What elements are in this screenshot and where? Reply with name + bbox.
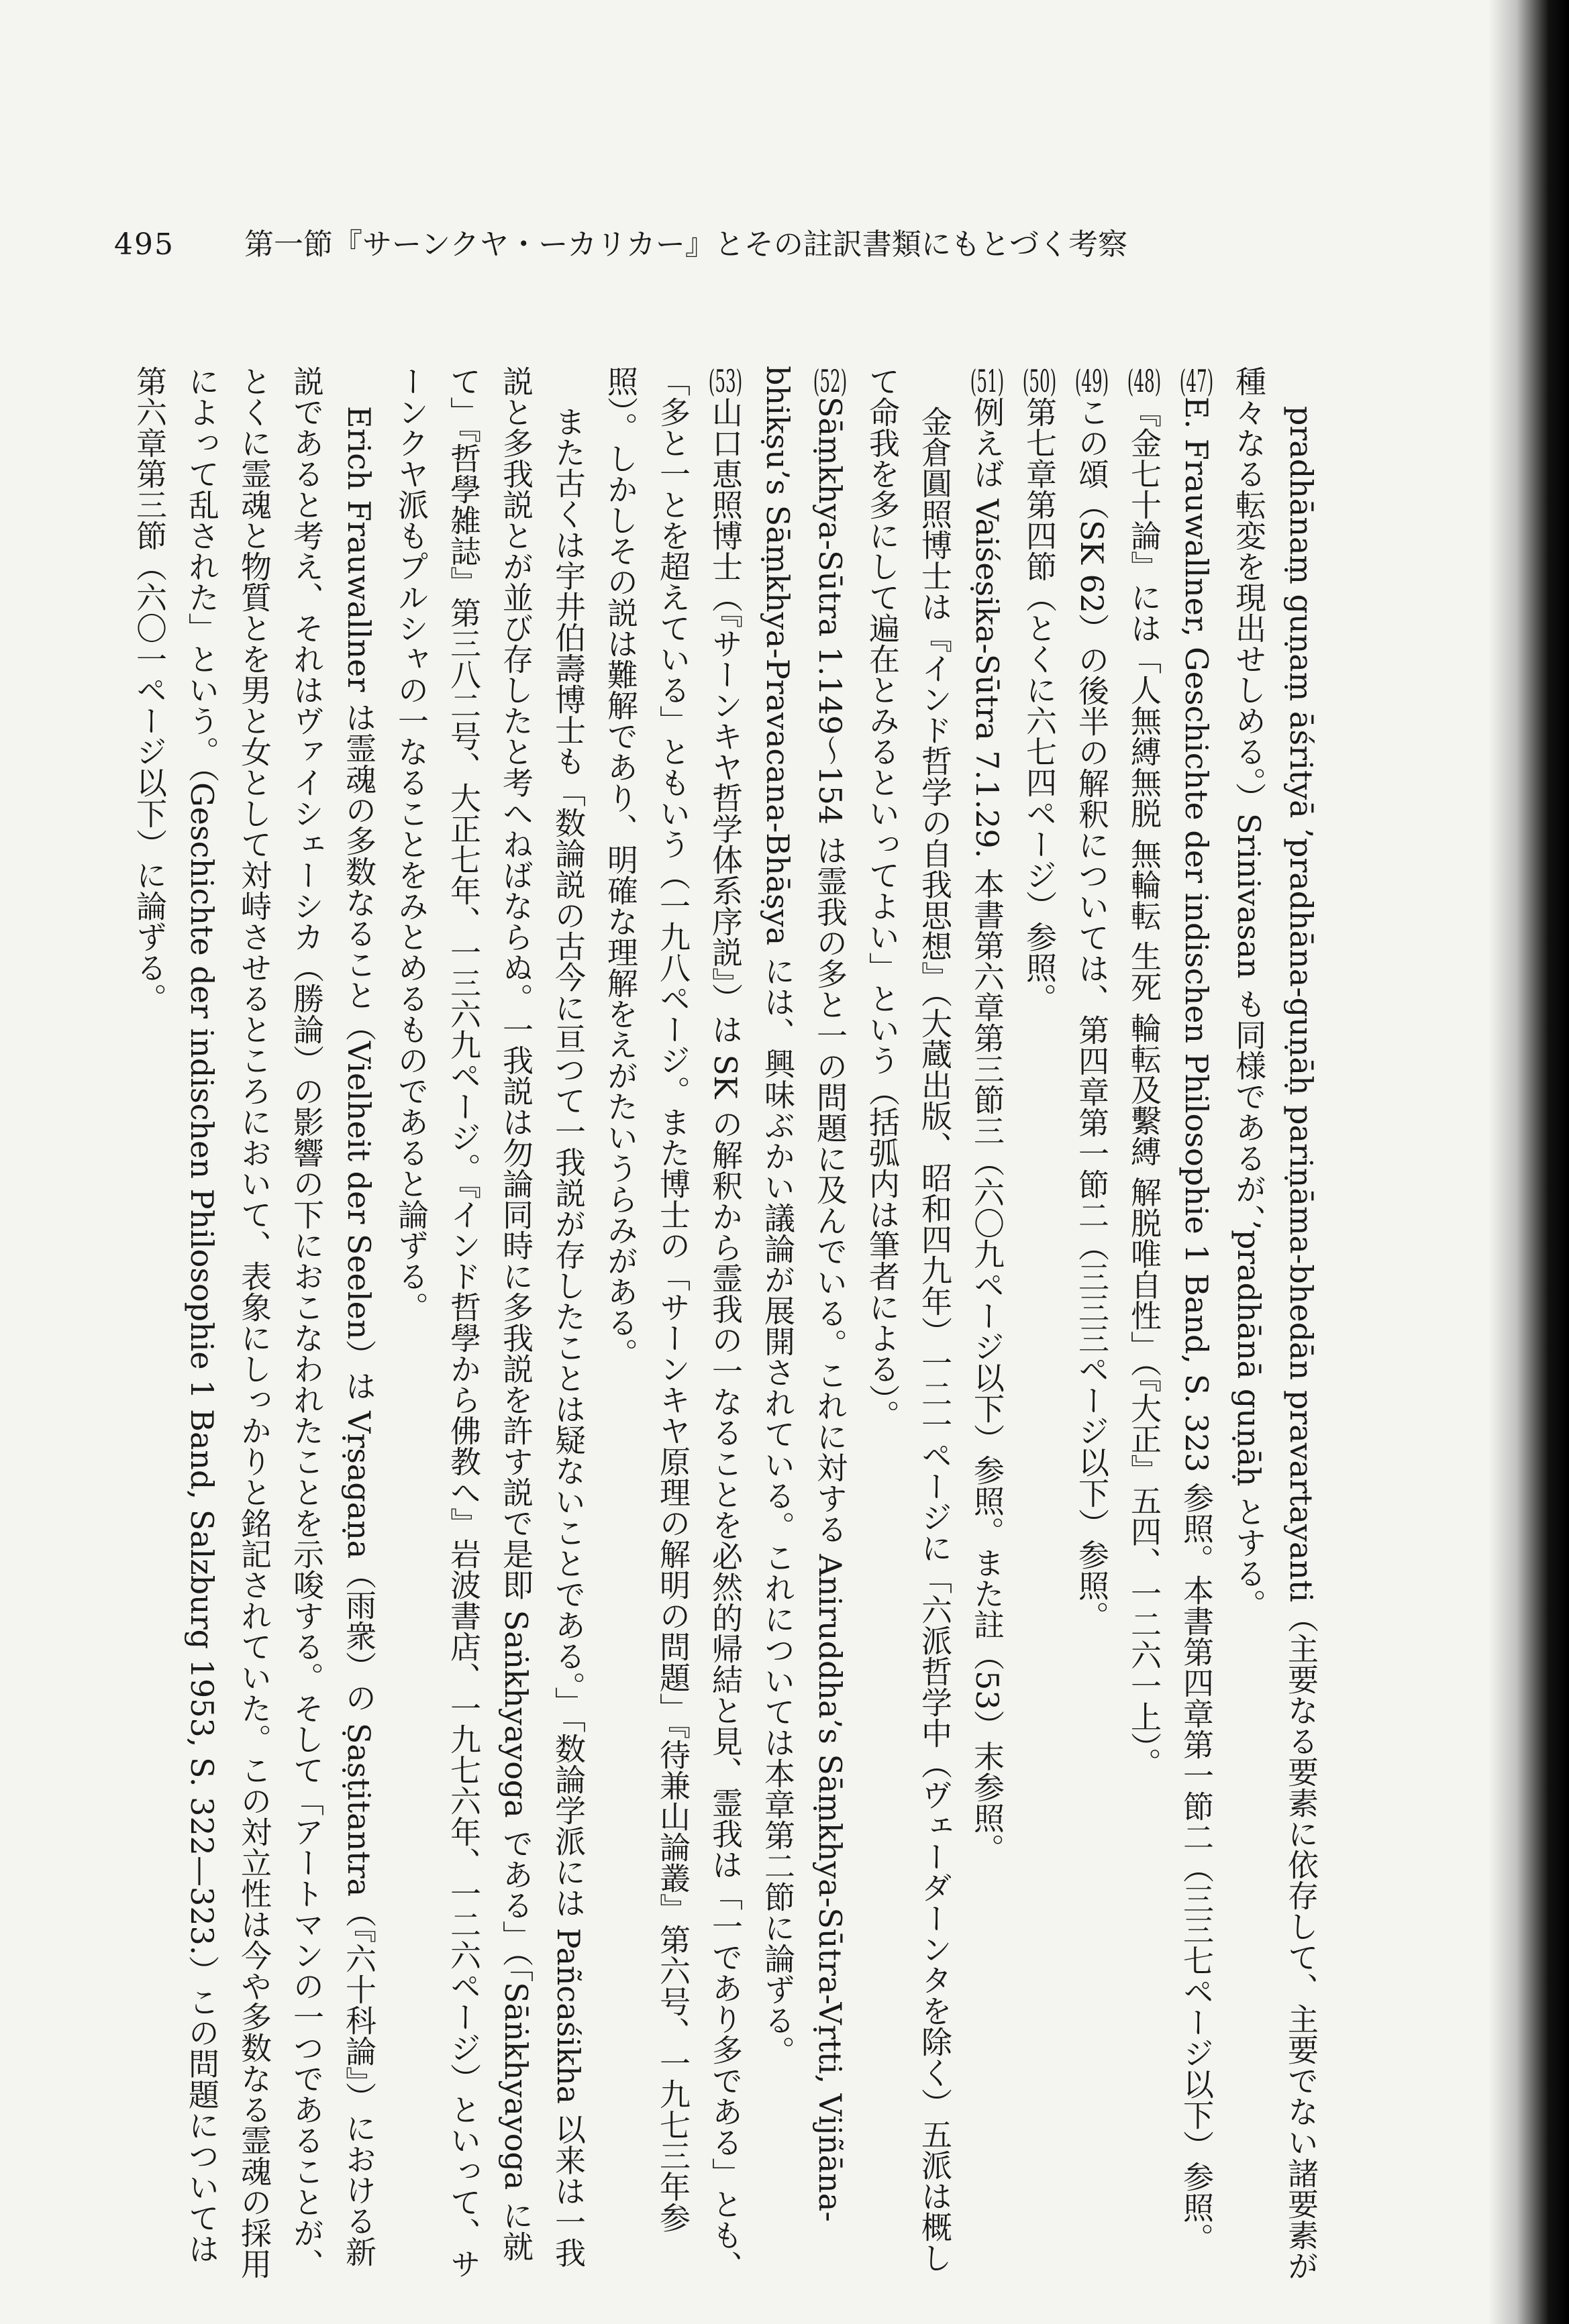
note-number: (53) [708, 366, 743, 397]
running-head: 第一節『サーンクヤ・ーカリカー』とその註訳書類にもとづく考察 [244, 227, 1128, 262]
note-text: 第七章第四節（とくに六七四ページ）参照。 [1021, 397, 1058, 1014]
note-48 [1118, 366, 1170, 2284]
note-53-paragraph-2 [385, 366, 595, 2284]
note-number: (52) [813, 366, 848, 397]
note-53 [595, 366, 752, 2284]
binding-shadow [1488, 0, 1569, 2324]
note-51-paragraph-2 [856, 366, 961, 2284]
note-51 [961, 366, 1013, 2284]
note-text: 山口恵照博士（『サーンキヤ哲学体系序説』）は SK の解釈から霊我の一なることを必然的帰結と見、霊我は「一であり多である」とも、「多と一とを超えている」ともいう（一九八ページ。また博士の「サーンキヤ原理の解明の問題」『待兼山論叢』第六号、一九七三年参照）。しかしその説は難解であり、明確な理解をえがたいうらみがある。 [603, 366, 744, 2282]
note-49 [1066, 366, 1118, 2284]
note-text: E. Frauwallner, Geschichte der indischen Philosophie 1 Band, S. 323 参照。本書第四章第一節二（三三七ページ以下）参照。 [1178, 397, 1215, 2254]
note-text: この頌（SK 62）の後半の解釈については、第四章第一節二（三三三ページ以下）参照。 [1074, 397, 1110, 1632]
note-text: Erich Frauwallner は霊魂の多数なること（Vielheit der Seelen）は Vṛṣagaṇa（雨衆）の Ṣaṣṭitantra（『六十科論』）における新説であると考え、それはヴァイシェーシカ（勝論）の影響の下におこなわれたことを示唆する。そして「アートマンの一つであることが、とくに霊魂と物質とを男と女として対峙させるところにおいて、表象にしっかりと銘記されていた。この対立性は今や多数なる霊魂の採用によって乱された」という。（Geschichte der indischen Philosophie 1 Band, Salzburg 1953, S. 322—323.）この問題については第六章第三節（六〇一ページ以下）に論ずる。 [132, 366, 377, 2279]
note-number: (49) [1074, 366, 1109, 397]
note-number: (50) [1022, 366, 1057, 397]
note-text: 金倉圓照博士は『インド哲学の自我思想』（大蔵出版、昭和四九年）一二一ページに「六派哲学中（ヴェーダーンタを除く）五派は概して命我を多にして遍在とみるといってよい」という（括弧内は筆者による）。 [864, 366, 953, 2273]
page-header [114, 221, 1389, 268]
note-53-paragraph-3 [123, 366, 385, 2284]
page-number: 495 [114, 227, 174, 262]
note-47 [1170, 366, 1223, 2284]
note-number: (51) [970, 366, 1005, 397]
note-50 [1013, 366, 1066, 2284]
note-text: pradhānaṃ guṇaṃ āśrityā ’pradhāna-guṇāḥ pariṇāma-bhedān pravartayanti（主要なる要素に依存して、主要でない諸要素が種々なる転変を現出せしめる。）Srinivasan も同様であるが、’pradhānā guṇāḥ とする。 [1231, 366, 1319, 2282]
note-number: (47) [1179, 366, 1214, 397]
note-text: Sāṃkhya-Sūtra 1.149〜154 は霊我の多と一の問題に及んでいる。これに対する Aniruddha’s Sāṃkhya-Sūtra-Vṛtti, Vijñāna-bhikṣu’s Sāṃkhya-Pravacana-Bhāṣya には、興味ぶかい議論が展開されている。これについては本章第二節に論ずる。 [760, 366, 848, 2222]
note-text: 例えば Vaiśeṣika-Sūtra 7.1.29. 本書第六章第三節三（六〇九ページ以下）参照。また註（53）末参照。 [969, 397, 1005, 1864]
note-text: また古くは宇井伯壽博士も「数論説の古今に亘つて一我説が存したことは疑ないことである。」「数論学派には Pañcaśikha 以来は一我説と多我説とが並び存したと考へねばならぬ。一我説は勿論同時に多我説を許す説で是即 Saṅkhyayoga である」（「Sāṅkhyayoga に就て」『哲學雑誌』第三八二号、大正七年、一三六九ページ。『インド哲學から佛教へ』岩波書店、一九七六年、一二六ページ）といって、サーンクヤ派もプルシャの一なることをみとめるものであると論ずる。 [393, 366, 587, 2279]
footnotes-column [123, 366, 1327, 2284]
note-46-continuation [1223, 366, 1327, 2284]
note-number: (48) [1127, 366, 1162, 397]
note-52 [752, 366, 856, 2284]
note-text: 『金七十論』には「人無縛無脱 無輪転 生死 輪転及繫縛 解脱唯自性」（『大正』五四、一二六一上）。 [1126, 397, 1162, 1779]
